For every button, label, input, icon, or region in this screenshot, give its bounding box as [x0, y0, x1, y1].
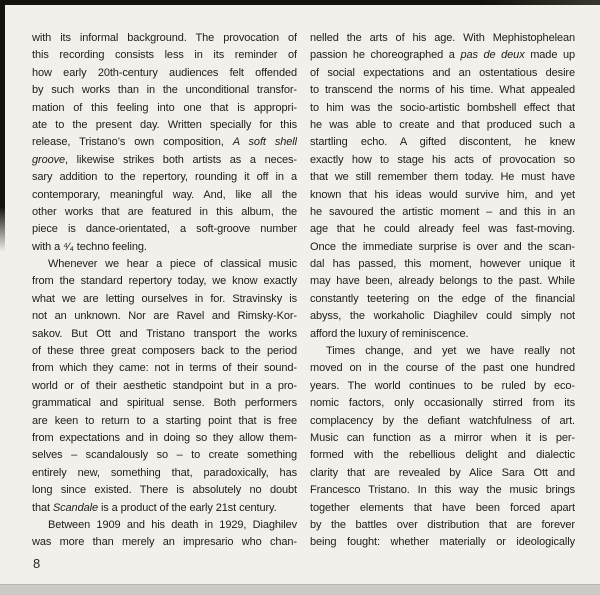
text-segment: startling echo. A gifted discontent, he knew — [310, 136, 575, 149]
italic-text-segment: Scandale — [52, 501, 98, 514]
text-line — [32, 273, 297, 290]
text-segment: with a ⁴⁄₄ techno feeling. — [32, 240, 147, 253]
text-segment: complacency by the defiant watchfulness of art. — [310, 414, 575, 427]
text-segment: other works that are featured in this album, the — [32, 205, 297, 218]
text-segment: years. The world continues to be ruled by eco- — [310, 379, 575, 392]
text-line — [32, 343, 297, 360]
text-line — [310, 273, 575, 290]
scan-edge-bottom — [0, 584, 600, 595]
text-segment: selves – scandalously so – to create something — [32, 449, 297, 462]
text-line — [310, 326, 575, 343]
text-line — [310, 117, 575, 134]
text-segment: entirely new, something that, paradoxically, has — [32, 466, 297, 479]
text-segment: Once the immediate surprise is over and the scan- — [310, 240, 575, 253]
text-line — [310, 517, 575, 534]
text-line — [32, 30, 297, 47]
text-segment: piece is dance-orientated, a soft-groove number — [32, 223, 297, 236]
text-line — [32, 169, 297, 186]
text-columns — [32, 30, 575, 552]
text-segment: what we are letting ourselves in for. Stravinsky is — [32, 292, 297, 305]
text-segment: passion he choreographed a — [310, 49, 461, 62]
text-segment: Music can function as a mirror when it is per- — [310, 431, 575, 444]
text-line — [32, 360, 297, 377]
text-line — [310, 82, 575, 99]
text-line — [310, 221, 575, 238]
text-line — [310, 378, 575, 395]
text-line — [32, 308, 297, 325]
text-segment: world or of their aesthetic standpoint but in a pro- — [32, 379, 297, 392]
text-line — [310, 169, 575, 186]
text-line — [32, 204, 297, 221]
text-line — [310, 465, 575, 482]
text-segment: , likewise strikes both artists as a neces- — [65, 153, 297, 166]
text-segment: grammatical and spiritual sense. Both performers — [32, 397, 297, 410]
text-line — [310, 65, 575, 82]
text-line — [310, 500, 575, 517]
text-segment: being fought: whether materially or ideologically — [310, 536, 575, 549]
text-segment: was more than merely an impresario who chan- — [32, 536, 297, 549]
text-line — [32, 291, 297, 308]
text-line — [32, 65, 297, 82]
text-line — [310, 134, 575, 151]
text-segment: age that he could already feel was fast-moving. — [310, 223, 575, 236]
text-segment: ate to the present day. Written specially for this — [32, 118, 297, 131]
text-line — [32, 82, 297, 99]
text-column-left — [32, 30, 297, 552]
text-line — [310, 204, 575, 221]
text-segment: he savoured the artistic moment – and this in an — [310, 205, 575, 218]
text-line — [32, 482, 297, 499]
text-segment: with its informal background. The provocation of — [32, 32, 297, 44]
text-line — [32, 221, 297, 238]
text-column-right — [310, 30, 575, 552]
text-line — [310, 447, 575, 464]
text-line — [32, 517, 297, 534]
text-segment: nomic factors, only occasionally stirred from its — [310, 397, 575, 410]
text-segment: to him was the socio-artistic bombshell effect that — [310, 101, 575, 114]
text-segment: of social expectations and an ostentatious desire — [310, 66, 575, 79]
italic-text-segment: groove — [32, 153, 66, 166]
text-segment: clarity that are revealed by Alice Sara Ott and — [310, 466, 575, 479]
text-segment: by such works than in the unconditional transfor- — [32, 84, 297, 97]
text-line — [310, 152, 575, 169]
text-line — [310, 291, 575, 308]
text-line — [32, 100, 297, 117]
text-line — [310, 395, 575, 412]
text-line — [32, 239, 297, 256]
text-line — [310, 360, 575, 377]
text-line — [310, 239, 575, 256]
text-segment: may have been, already belongs to the past. While — [310, 275, 575, 288]
text-line — [310, 534, 575, 551]
text-segment: exactly how to stage his acts of provocation so — [310, 153, 575, 166]
text-line — [32, 500, 297, 517]
text-line — [32, 187, 297, 204]
text-segment: known that his ideas would survive him, and yet — [310, 188, 575, 201]
italic-text-segment: pas de deux — [460, 49, 525, 62]
scan-edge-top — [0, 0, 600, 5]
text-segment: Francesco Tristano. In this way the music brings — [310, 484, 575, 497]
text-line — [32, 117, 297, 134]
text-line — [310, 100, 575, 117]
text-segment: Between 1909 and his death in 1929, Diaghilev — [48, 518, 297, 531]
text-line — [310, 413, 575, 430]
text-line — [310, 256, 575, 273]
text-line — [310, 47, 575, 64]
text-line — [32, 378, 297, 395]
text-segment: Times change, and yet we have really not — [326, 345, 575, 358]
text-line — [310, 343, 575, 360]
text-segment: sary addition to the repertory, rounding it off in a — [32, 171, 297, 184]
text-line — [310, 187, 575, 204]
page-number: 8 — [33, 556, 41, 571]
text-line — [32, 256, 297, 273]
text-segment: how early 20th-century audiences felt offended — [32, 66, 297, 79]
text-line — [32, 47, 297, 64]
text-segment: afford the luxury of reminiscence. — [310, 327, 469, 340]
text-line — [310, 430, 575, 447]
text-segment: this recording consists less in its reminder of — [32, 49, 297, 62]
text-line — [310, 308, 575, 325]
text-segment: of these three great composers back to the period — [32, 345, 297, 358]
scan-edge-left — [0, 0, 5, 252]
text-segment: are keen to return to a starting point that is free — [32, 414, 297, 427]
text-segment: release, Tristano’s own composition, — [32, 136, 233, 149]
text-segment: to transcend the norms of his time. What appealed — [310, 84, 575, 97]
text-line — [310, 30, 575, 47]
text-segment: from which they came: not in terms of their sound- — [32, 362, 297, 375]
text-segment: that we still remember them today. He must have — [310, 171, 575, 184]
text-segment: made up — [524, 49, 575, 62]
text-segment: abyss, the workaholic Diaghilev could simply not — [310, 310, 575, 323]
text-segment: not an unknown. Nor are Ravel and Rimsky-Kor- — [32, 310, 297, 323]
text-line — [310, 482, 575, 499]
text-segment: nelled the arts of his age. With Mephistophelean — [310, 32, 575, 44]
text-segment: dal has passed, this moment, however unique it — [310, 258, 575, 271]
text-line — [32, 447, 297, 464]
text-segment: mation of this feeling into one that is appropri- — [32, 101, 297, 114]
text-line — [32, 326, 297, 343]
text-line — [32, 134, 297, 151]
text-segment: that — [32, 501, 53, 514]
text-segment: formed with the rebellious delight and dialectic — [310, 449, 575, 462]
text-line — [32, 413, 297, 430]
text-segment: by the battles over distribution that are forever — [310, 518, 575, 531]
text-line — [32, 430, 297, 447]
text-segment: together elements that have been forced apart — [310, 501, 575, 514]
text-line — [32, 152, 297, 169]
text-line — [32, 465, 297, 482]
text-line — [32, 395, 297, 412]
italic-text-segment: A soft shell — [232, 136, 297, 149]
text-segment: from the standard repertory today, we know exactly — [32, 275, 297, 288]
text-segment: long since existed. There is absolutely no doubt — [32, 484, 297, 497]
text-segment: constantly teetering on the edge of the financial — [310, 292, 575, 305]
text-segment: is a product of the early 21st century. — [97, 501, 277, 514]
text-segment: sakov. But Ott and Tristano transport the works — [32, 327, 297, 340]
text-segment: Whenever we hear a piece of classical music — [48, 258, 297, 271]
text-line — [32, 534, 297, 551]
text-segment: contemporary, meaningful way. And, like all the — [32, 188, 297, 201]
text-segment: from expectations and in doing so they allow them- — [32, 431, 297, 444]
text-segment: he was able to create and that produced such a — [310, 118, 575, 131]
text-segment: moved on in the course of the past one hundred — [310, 362, 575, 375]
